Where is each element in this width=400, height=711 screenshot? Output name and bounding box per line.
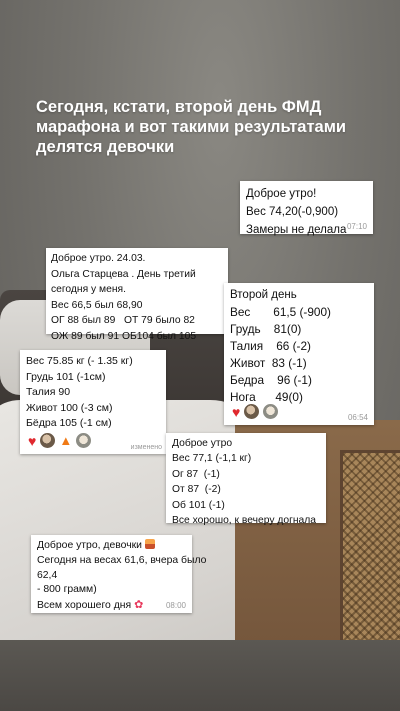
reactions-bar[interactable] xyxy=(232,404,278,419)
message-line: Грудь 101 (-1см) xyxy=(26,370,106,383)
message-line: Ольга Старцева . День третий xyxy=(51,268,196,280)
message-time: 07:10 xyxy=(346,222,367,231)
chat-message-6 xyxy=(31,535,207,613)
message-line: Бёдра 105 (-1 см) xyxy=(26,417,112,429)
heart-icon[interactable]: ♥ xyxy=(232,403,241,420)
reactions-bar[interactable] xyxy=(28,433,91,448)
message-line: Талия 90 xyxy=(26,386,71,398)
message-text: Всем хорошего дня xyxy=(37,600,132,612)
message-line: Вес 77,1 (-1,1 кг) xyxy=(172,453,252,465)
message-line: Об 101 (-1) xyxy=(172,499,225,511)
chat-message-3 xyxy=(224,283,374,425)
message-line: Все хорошо, к вечеру догнала xyxy=(172,515,316,527)
avatar xyxy=(263,404,278,419)
avatar xyxy=(40,433,55,448)
message-line: Вес 75.85 кг (- 1.35 кг) xyxy=(26,355,133,367)
heart-icon[interactable]: ♥ xyxy=(28,432,37,449)
message-line: сегодня у меня. xyxy=(51,284,126,295)
message-line: Живот 100 (-3 см) xyxy=(26,401,113,414)
message-line: Доброе утро! xyxy=(246,188,317,200)
chat-message-5 xyxy=(166,433,326,527)
edited-label: изменено xyxy=(130,444,162,451)
chat-message-1 xyxy=(240,181,373,234)
message-line: Сегодня на весах 61,6, вчера было xyxy=(37,554,207,566)
message-text: Доброе утро, девочки xyxy=(37,540,142,551)
message-line: Талия 66 (-2) xyxy=(230,339,311,353)
chat-message-2 xyxy=(46,248,228,342)
message-line: Замеры не делала xyxy=(246,224,347,236)
flower-icon: ✿ xyxy=(134,599,144,612)
message-line: Грудь 81(0) xyxy=(230,322,302,336)
message-line: 62,4 xyxy=(37,569,58,581)
message-line xyxy=(37,539,186,554)
message-line: Доброе утро xyxy=(172,438,233,449)
message-title: Второй день xyxy=(230,289,297,301)
avatar xyxy=(76,433,91,448)
message-line: Вес 66,5 был 68,90 xyxy=(51,299,143,311)
message-line: Нога 49(0) xyxy=(230,390,303,404)
message-line: Ог 87 (-1) xyxy=(172,468,220,480)
message-time: 08:00 xyxy=(165,601,186,610)
message-line: От 87 (-2) xyxy=(172,484,221,496)
message-line: - 800 грамм) xyxy=(37,584,97,596)
message-line xyxy=(37,598,186,614)
message-line: ОГ 88 был 89 ОТ 79 было 82 xyxy=(51,315,195,326)
message-line: Вес 74,20(-0,900) xyxy=(246,206,339,218)
chat-message-4 xyxy=(20,350,166,454)
message-time: 06:54 xyxy=(347,413,368,422)
message-line: ОЖ 89 был 91 ОБ104 был 105 xyxy=(51,330,197,342)
message-line: Доброе утро. 24.03. xyxy=(51,253,146,264)
message-line: Вес 61,5 (-900) xyxy=(230,305,331,319)
fire-icon[interactable]: ▲ xyxy=(59,433,73,448)
message-line: Живот 83 (-1) xyxy=(230,356,307,370)
avatar xyxy=(244,404,259,419)
floor xyxy=(0,640,400,711)
sunset-icon xyxy=(145,539,155,549)
story-headline: Сегодня, кстати, второй день ФМД марафона и вот такими результатами делятся девочки xyxy=(36,98,347,156)
message-line: Бедра 96 (-1) xyxy=(230,373,312,387)
